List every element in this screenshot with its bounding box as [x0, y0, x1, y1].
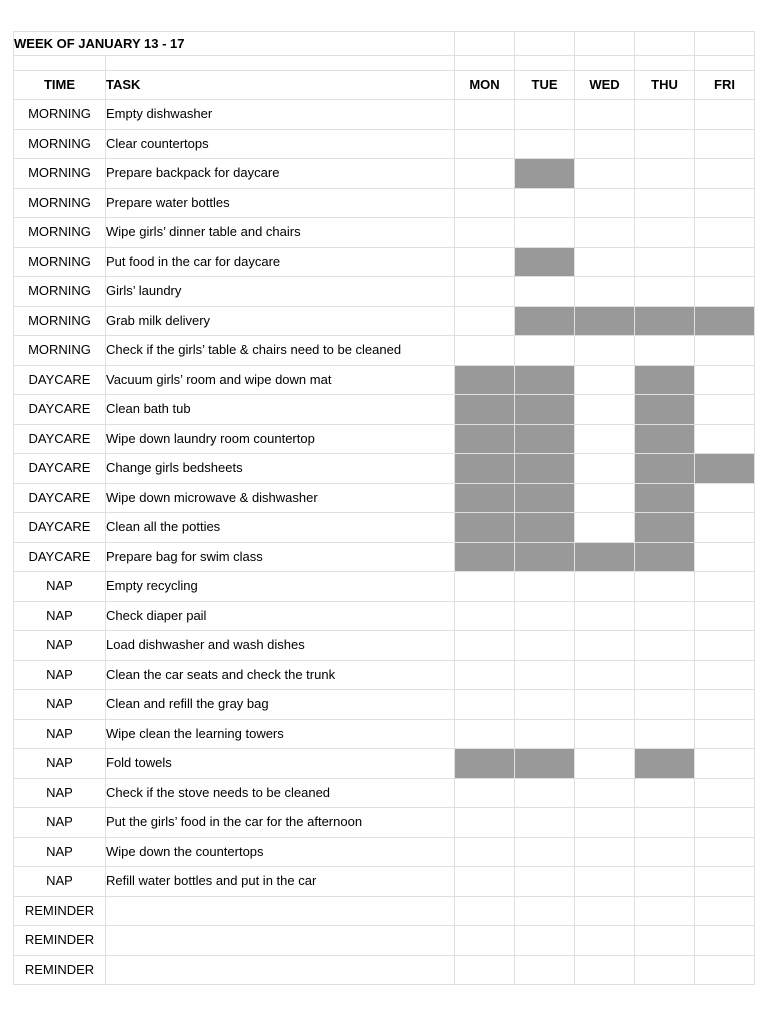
mon-cell[interactable] — [455, 631, 515, 661]
time-cell[interactable]: DAYCARE — [14, 542, 106, 572]
time-cell[interactable]: NAP — [14, 837, 106, 867]
task-cell[interactable] — [106, 896, 455, 926]
header-mon[interactable]: MON — [455, 71, 515, 100]
task-cell[interactable]: Refill water bottles and put in the car — [106, 867, 455, 897]
thu-cell[interactable] — [635, 188, 695, 218]
wed-cell[interactable] — [575, 424, 635, 454]
thu-cell-shaded[interactable] — [635, 424, 695, 454]
task-cell[interactable]: Grab milk delivery — [106, 306, 455, 336]
table-row — [14, 395, 755, 425]
time-cell[interactable]: NAP — [14, 601, 106, 631]
fri-cell[interactable] — [695, 129, 755, 159]
tue-cell[interactable] — [515, 808, 575, 838]
wed-cell[interactable] — [575, 483, 635, 513]
thu-cell[interactable] — [635, 100, 695, 130]
thu-cell[interactable] — [635, 896, 695, 926]
fri-cell[interactable] — [695, 631, 755, 661]
table-row — [14, 129, 755, 159]
fri-cell[interactable] — [695, 660, 755, 690]
time-cell[interactable]: MORNING — [14, 188, 106, 218]
time-cell[interactable]: REMINDER — [14, 896, 106, 926]
thu-cell[interactable] — [635, 631, 695, 661]
wed-cell[interactable] — [575, 631, 635, 661]
fri-cell[interactable] — [695, 896, 755, 926]
fri-cell-shaded[interactable] — [695, 306, 755, 336]
table-row — [14, 896, 755, 926]
wed-cell[interactable] — [575, 513, 635, 543]
table-row — [14, 365, 755, 395]
fri-cell[interactable] — [695, 808, 755, 838]
table-row — [14, 719, 755, 749]
task-cell[interactable]: Empty recycling — [106, 572, 455, 602]
thu-cell[interactable] — [635, 660, 695, 690]
header-task[interactable]: TASK — [106, 71, 455, 100]
tue-cell-shaded[interactable] — [515, 247, 575, 277]
wed-cell[interactable] — [575, 277, 635, 307]
time-cell[interactable]: NAP — [14, 719, 106, 749]
thu-cell[interactable] — [635, 247, 695, 277]
fri-cell[interactable] — [695, 837, 755, 867]
fri-cell[interactable] — [695, 365, 755, 395]
mon-cell[interactable] — [455, 159, 515, 189]
fri-cell[interactable] — [695, 690, 755, 720]
fri-cell[interactable] — [695, 542, 755, 572]
mon-cell-shaded[interactable] — [455, 749, 515, 779]
task-cell[interactable]: Clean and refill the gray bag — [106, 690, 455, 720]
empty-cell[interactable] — [635, 56, 695, 71]
mon-cell[interactable] — [455, 926, 515, 956]
tue-cell-shaded[interactable] — [515, 395, 575, 425]
wed-cell[interactable] — [575, 867, 635, 897]
task-cell[interactable]: Fold towels — [106, 749, 455, 779]
tue-cell[interactable] — [515, 719, 575, 749]
empty-cell[interactable] — [575, 32, 635, 56]
empty-cell[interactable] — [106, 56, 455, 71]
task-cell[interactable]: Clean all the potties — [106, 513, 455, 543]
wed-cell[interactable] — [575, 690, 635, 720]
thu-cell[interactable] — [635, 955, 695, 985]
task-cell[interactable]: Prepare water bottles — [106, 188, 455, 218]
tue-cell[interactable] — [515, 837, 575, 867]
task-cell[interactable]: Check if the girls’ table & chairs need to be cleaned — [106, 336, 455, 366]
tue-cell-shaded[interactable] — [515, 483, 575, 513]
table-row — [14, 867, 755, 897]
empty-cell[interactable] — [695, 56, 755, 71]
mon-cell[interactable] — [455, 218, 515, 248]
table-row — [14, 513, 755, 543]
task-cell[interactable]: Prepare bag for swim class — [106, 542, 455, 572]
task-cell[interactable]: Girls’ laundry — [106, 277, 455, 307]
time-cell[interactable]: MORNING — [14, 306, 106, 336]
fri-cell[interactable] — [695, 100, 755, 130]
thu-cell[interactable] — [635, 926, 695, 956]
chore-schedule-table — [13, 31, 755, 985]
tue-cell[interactable] — [515, 690, 575, 720]
thu-cell[interactable] — [635, 601, 695, 631]
task-cell[interactable]: Vacuum girls’ room and wipe down mat — [106, 365, 455, 395]
tue-cell[interactable] — [515, 277, 575, 307]
table-row — [14, 837, 755, 867]
task-cell[interactable]: Wipe down the countertops — [106, 837, 455, 867]
mon-cell-shaded[interactable] — [455, 454, 515, 484]
tue-cell-shaded[interactable] — [515, 424, 575, 454]
header-thu[interactable]: THU — [635, 71, 695, 100]
task-cell[interactable]: Clear countertops — [106, 129, 455, 159]
time-cell[interactable]: DAYCARE — [14, 513, 106, 543]
thu-cell[interactable] — [635, 572, 695, 602]
mon-cell[interactable] — [455, 778, 515, 808]
wed-cell[interactable] — [575, 837, 635, 867]
thu-cell[interactable] — [635, 159, 695, 189]
wed-cell[interactable] — [575, 572, 635, 602]
time-cell[interactable]: NAP — [14, 749, 106, 779]
empty-cell[interactable] — [695, 32, 755, 56]
thu-cell[interactable] — [635, 719, 695, 749]
thu-cell[interactable] — [635, 867, 695, 897]
thu-cell[interactable] — [635, 129, 695, 159]
wed-cell[interactable] — [575, 188, 635, 218]
table-row — [14, 306, 755, 336]
mon-cell-shaded[interactable] — [455, 365, 515, 395]
wed-cell-shaded[interactable] — [575, 542, 635, 572]
time-cell[interactable]: NAP — [14, 778, 106, 808]
wed-cell[interactable] — [575, 365, 635, 395]
mon-cell[interactable] — [455, 867, 515, 897]
fri-cell[interactable] — [695, 749, 755, 779]
header-tue[interactable]: TUE — [515, 71, 575, 100]
wed-cell[interactable] — [575, 955, 635, 985]
time-cell[interactable]: DAYCARE — [14, 483, 106, 513]
time-cell[interactable]: NAP — [14, 631, 106, 661]
mon-cell[interactable] — [455, 247, 515, 277]
task-cell[interactable]: Put the girls’ food in the car for the afternoon — [106, 808, 455, 838]
task-cell[interactable]: Check diaper pail — [106, 601, 455, 631]
thu-cell[interactable] — [635, 837, 695, 867]
task-cell[interactable]: Change girls bedsheets — [106, 454, 455, 484]
tue-cell[interactable] — [515, 218, 575, 248]
task-cell[interactable]: Wipe down microwave & dishwasher — [106, 483, 455, 513]
table-row — [14, 660, 755, 690]
fri-cell[interactable] — [695, 867, 755, 897]
mon-cell[interactable] — [455, 306, 515, 336]
time-cell[interactable]: DAYCARE — [14, 424, 106, 454]
mon-cell[interactable] — [455, 955, 515, 985]
thu-cell-shaded[interactable] — [635, 454, 695, 484]
mon-cell[interactable] — [455, 129, 515, 159]
table-row — [14, 778, 755, 808]
time-cell[interactable]: NAP — [14, 660, 106, 690]
tue-cell[interactable] — [515, 100, 575, 130]
mon-cell[interactable] — [455, 572, 515, 602]
fri-cell[interactable] — [695, 247, 755, 277]
wed-cell-shaded[interactable] — [575, 306, 635, 336]
table-row — [14, 483, 755, 513]
task-cell[interactable]: Wipe clean the learning towers — [106, 719, 455, 749]
mon-cell-shaded[interactable] — [455, 513, 515, 543]
mon-cell-shaded[interactable] — [455, 542, 515, 572]
time-cell[interactable]: DAYCARE — [14, 365, 106, 395]
thu-cell-shaded[interactable] — [635, 542, 695, 572]
tue-cell[interactable] — [515, 572, 575, 602]
thu-cell[interactable] — [635, 808, 695, 838]
table-row — [14, 808, 755, 838]
wed-cell[interactable] — [575, 601, 635, 631]
tue-cell-shaded[interactable] — [515, 749, 575, 779]
fri-cell[interactable] — [695, 572, 755, 602]
task-cell[interactable]: Check if the stove needs to be cleaned — [106, 778, 455, 808]
mon-cell[interactable] — [455, 188, 515, 218]
spacer-row — [14, 56, 755, 71]
tue-cell[interactable] — [515, 336, 575, 366]
thu-cell-shaded[interactable] — [635, 395, 695, 425]
fri-cell[interactable] — [695, 159, 755, 189]
mon-cell-shaded[interactable] — [455, 395, 515, 425]
mon-cell[interactable] — [455, 100, 515, 130]
time-cell[interactable]: NAP — [14, 808, 106, 838]
wed-cell[interactable] — [575, 808, 635, 838]
wed-cell[interactable] — [575, 778, 635, 808]
thu-cell[interactable] — [635, 778, 695, 808]
table-row — [14, 424, 755, 454]
title-row — [14, 32, 755, 56]
time-cell[interactable]: NAP — [14, 690, 106, 720]
task-cell[interactable]: Wipe girls’ dinner table and chairs — [106, 218, 455, 248]
table-row — [14, 690, 755, 720]
mon-cell[interactable] — [455, 896, 515, 926]
mon-cell[interactable] — [455, 336, 515, 366]
table-row — [14, 926, 755, 956]
time-cell[interactable]: REMINDER — [14, 955, 106, 985]
mon-cell[interactable] — [455, 660, 515, 690]
wed-cell[interactable] — [575, 159, 635, 189]
thu-cell-shaded[interactable] — [635, 749, 695, 779]
time-cell[interactable]: NAP — [14, 867, 106, 897]
table-row — [14, 631, 755, 661]
time-cell[interactable]: MORNING — [14, 277, 106, 307]
time-cell[interactable]: MORNING — [14, 159, 106, 189]
thu-cell[interactable] — [635, 218, 695, 248]
fri-cell[interactable] — [695, 955, 755, 985]
empty-cell[interactable] — [14, 56, 106, 71]
tue-cell-shaded[interactable] — [515, 306, 575, 336]
sheet-title[interactable]: WEEK OF JANUARY 13 - 17 — [14, 32, 455, 56]
table-row — [14, 159, 755, 189]
fri-cell-shaded[interactable] — [695, 454, 755, 484]
time-cell[interactable]: MORNING — [14, 247, 106, 277]
table-row — [14, 336, 755, 366]
fri-cell[interactable] — [695, 513, 755, 543]
fri-cell[interactable] — [695, 218, 755, 248]
wed-cell[interactable] — [575, 218, 635, 248]
thu-cell[interactable] — [635, 277, 695, 307]
task-cell[interactable]: Load dishwasher and wash dishes — [106, 631, 455, 661]
tue-cell[interactable] — [515, 955, 575, 985]
tue-cell[interactable] — [515, 129, 575, 159]
fri-cell[interactable] — [695, 395, 755, 425]
wed-cell[interactable] — [575, 129, 635, 159]
table-row — [14, 247, 755, 277]
table-row — [14, 542, 755, 572]
wed-cell[interactable] — [575, 896, 635, 926]
fri-cell[interactable] — [695, 719, 755, 749]
tue-cell[interactable] — [515, 778, 575, 808]
mon-cell[interactable] — [455, 837, 515, 867]
fri-cell[interactable] — [695, 188, 755, 218]
tue-cell[interactable] — [515, 867, 575, 897]
tue-cell-shaded[interactable] — [515, 454, 575, 484]
fri-cell[interactable] — [695, 277, 755, 307]
header-row — [14, 71, 755, 100]
table-row — [14, 601, 755, 631]
tue-cell[interactable] — [515, 601, 575, 631]
time-cell[interactable]: MORNING — [14, 129, 106, 159]
task-cell[interactable] — [106, 926, 455, 956]
time-cell[interactable]: MORNING — [14, 218, 106, 248]
mon-cell[interactable] — [455, 719, 515, 749]
task-cell[interactable]: Put food in the car for daycare — [106, 247, 455, 277]
tue-cell[interactable] — [515, 896, 575, 926]
wed-cell[interactable] — [575, 454, 635, 484]
tue-cell[interactable] — [515, 188, 575, 218]
time-cell[interactable]: DAYCARE — [14, 454, 106, 484]
tue-cell-shaded[interactable] — [515, 542, 575, 572]
empty-cell[interactable] — [515, 56, 575, 71]
task-cell[interactable] — [106, 955, 455, 985]
empty-cell[interactable] — [635, 32, 695, 56]
time-cell[interactable]: MORNING — [14, 100, 106, 130]
time-cell[interactable]: DAYCARE — [14, 395, 106, 425]
mon-cell[interactable] — [455, 601, 515, 631]
table-row — [14, 572, 755, 602]
header-wed[interactable]: WED — [575, 71, 635, 100]
task-cell[interactable]: Clean bath tub — [106, 395, 455, 425]
wed-cell[interactable] — [575, 100, 635, 130]
fri-cell[interactable] — [695, 483, 755, 513]
header-fri[interactable]: FRI — [695, 71, 755, 100]
fri-cell[interactable] — [695, 424, 755, 454]
empty-cell[interactable] — [515, 32, 575, 56]
wed-cell[interactable] — [575, 395, 635, 425]
table-row — [14, 749, 755, 779]
thu-cell[interactable] — [635, 690, 695, 720]
table-row — [14, 454, 755, 484]
thu-cell-shaded[interactable] — [635, 483, 695, 513]
wed-cell[interactable] — [575, 926, 635, 956]
header-time[interactable]: TIME — [14, 71, 106, 100]
mon-cell-shaded[interactable] — [455, 483, 515, 513]
tue-cell-shaded[interactable] — [515, 159, 575, 189]
table-row — [14, 277, 755, 307]
empty-cell[interactable] — [455, 56, 515, 71]
empty-cell[interactable] — [575, 56, 635, 71]
mon-cell[interactable] — [455, 277, 515, 307]
fri-cell[interactable] — [695, 926, 755, 956]
tue-cell-shaded[interactable] — [515, 365, 575, 395]
mon-cell[interactable] — [455, 690, 515, 720]
wed-cell[interactable] — [575, 719, 635, 749]
mon-cell-shaded[interactable] — [455, 424, 515, 454]
thu-cell-shaded[interactable] — [635, 306, 695, 336]
thu-cell-shaded[interactable] — [635, 513, 695, 543]
time-cell[interactable]: REMINDER — [14, 926, 106, 956]
table-row — [14, 955, 755, 985]
task-cell[interactable]: Empty dishwasher — [106, 100, 455, 130]
tue-cell[interactable] — [515, 660, 575, 690]
tue-cell[interactable] — [515, 631, 575, 661]
tue-cell-shaded[interactable] — [515, 513, 575, 543]
task-cell[interactable]: Wipe down laundry room countertop — [106, 424, 455, 454]
wed-cell[interactable] — [575, 660, 635, 690]
thu-cell[interactable] — [635, 336, 695, 366]
fri-cell[interactable] — [695, 601, 755, 631]
mon-cell[interactable] — [455, 808, 515, 838]
wed-cell[interactable] — [575, 247, 635, 277]
time-cell[interactable]: NAP — [14, 572, 106, 602]
task-cell[interactable]: Clean the car seats and check the trunk — [106, 660, 455, 690]
task-cell[interactable]: Prepare backpack for daycare — [106, 159, 455, 189]
empty-cell[interactable] — [455, 32, 515, 56]
fri-cell[interactable] — [695, 778, 755, 808]
fri-cell[interactable] — [695, 336, 755, 366]
wed-cell[interactable] — [575, 336, 635, 366]
thu-cell-shaded[interactable] — [635, 365, 695, 395]
table-row — [14, 218, 755, 248]
table-row — [14, 100, 755, 130]
tue-cell[interactable] — [515, 926, 575, 956]
table-row — [14, 188, 755, 218]
wed-cell[interactable] — [575, 749, 635, 779]
time-cell[interactable]: MORNING — [14, 336, 106, 366]
